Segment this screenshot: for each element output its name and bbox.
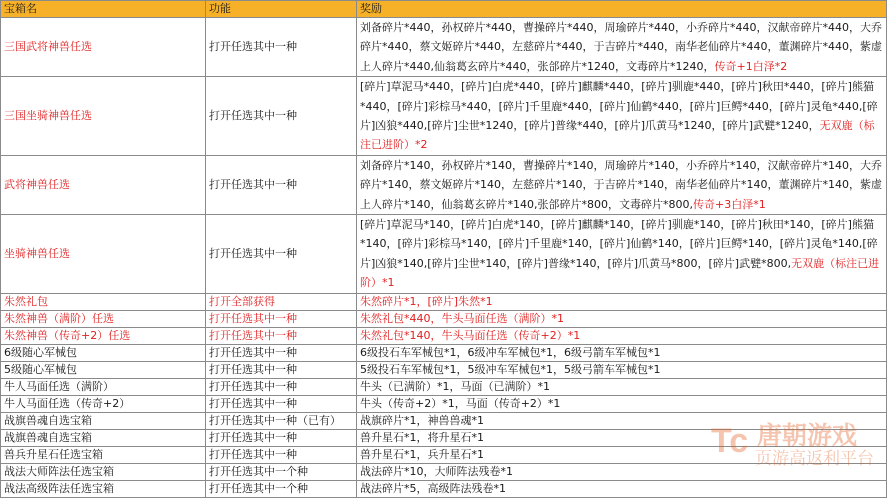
reward-highlight: 传奇+3白泽*1: [692, 197, 766, 211]
reward-text: 牛头（传奇+2）*1，马面（传奇+2）*1: [360, 396, 561, 410]
reward-highlight: 传奇+1白泽*2: [714, 59, 788, 73]
box-name-cell: 兽兵升星石任选宝箱: [1, 446, 206, 463]
header-row: [1, 1, 887, 18]
table-row: [1, 293, 887, 310]
box-name-cell: 战旗兽魂自选宝箱: [1, 429, 206, 446]
reward-text: 兽升星石*1，将升星石*1: [360, 430, 484, 444]
table-row: [1, 77, 887, 156]
reward-text: [碎片]草泥马*140，[碎片]白虎*140，[碎片]麒麟*140，[碎片]驯鹿*140，[碎片]秋田*140，[碎片]熊猫*140，[碎片]彩棕马*140，[碎片]千里鹿*140，[碎片]仙鹤*140，[碎片]巨鳄*140，[碎片]灵龟*140,[碎片]凶狼*140,[碎片]尘世*140，[碎片]普缘*140，[碎片]爪黄马*800，[碎片]武甓*800,: [360, 218, 878, 270]
reward-cell: [357, 480, 887, 497]
header-reward: 奖励: [357, 1, 887, 18]
function-cell: 打开任选其中一种: [206, 344, 357, 361]
reward-text: 刘备碎片*440，孙权碎片*440，曹操碎片*440，周瑜碎片*440，小乔碎片*440，汉献帝碎片*440，大乔碎片*440，蔡文姬碎片*440，左慈碎片*440，于吉碎片*440，南华老仙碎片*440，董渊碎片*440，紫虚上人碎片*440,仙翁葛玄碎片*440，张郃碎片*1240，文毒碎片*1240，: [360, 21, 882, 73]
reward-highlight: 无双鹿（标注已进阶）*1: [360, 256, 880, 290]
reward-cell: [357, 361, 887, 378]
box-name-cell: 武将神兽任选: [1, 155, 206, 214]
box-name-cell: 三国武将神兽任选: [1, 18, 206, 77]
box-name-cell: 5级随心军械包: [1, 361, 206, 378]
reward-text: [碎片]草泥马*440，[碎片]白虎*440，[碎片]麒麟*440，[碎片]驯鹿*440，[碎片]秋田*440，[碎片]熊猫*440，[碎片]彩棕马*440，[碎片]千里鹿*440，[碎片]仙鹤*440，[碎片]巨鳄*440，[碎片]灵龟*440,[碎片]凶狼*440,[碎片]尘世*1240，[碎片]普缘*440，[碎片]爪黄马*1240，[碎片]武甓*1240，: [360, 80, 878, 133]
function-cell: 打开全部获得: [206, 293, 357, 310]
reward-highlight: 朱然礼包*440，牛头马面任选（满阶）*1: [360, 311, 564, 325]
table-row: [1, 344, 887, 361]
function-cell: 打开任选其中一种: [206, 310, 357, 327]
box-name-cell: 战旗兽魂自选宝箱: [1, 412, 206, 429]
reward-cell: [357, 155, 887, 214]
reward-text: 刘备碎片*140，孙权碎片*140，曹操碎片*140，周瑜碎片*140，小乔碎片*140，汉献帝碎片*140，大乔碎片*140，蔡文姬碎片*140，左慈碎片*140，于吉碎片*140，南华老仙碎片*140，董渊碎片*140，紫虚上人碎片*140，仙翁葛玄碎片*140,张郃碎片*800，文毒碎片*800,: [360, 158, 882, 211]
reward-cell: [357, 344, 887, 361]
function-cell: 打开任选其中一种: [206, 429, 357, 446]
box-name-cell: 牛人马面任选（满阶）: [1, 378, 206, 395]
table-row: [1, 395, 887, 412]
table-row: [1, 155, 887, 214]
function-cell: 打开任选其中一种: [206, 361, 357, 378]
function-cell: 打开任选其中一种: [206, 378, 357, 395]
box-name-cell: 朱然神兽（满阶）任选: [1, 310, 206, 327]
function-cell: 打开任选其中一种: [206, 215, 357, 294]
reward-cell: [357, 77, 887, 156]
reward-cell: [357, 446, 887, 463]
table-row: [1, 480, 887, 497]
reward-cell: [357, 18, 887, 77]
table-row: [1, 361, 887, 378]
table-row: [1, 378, 887, 395]
reward-text: 战旗碎片*1，神兽兽魂*1: [360, 413, 484, 427]
table-row: [1, 412, 887, 429]
function-cell: 打开任选其中一个种: [206, 480, 357, 497]
reward-text: 牛头（已满阶）*1，马面（已满阶）*1: [360, 379, 550, 393]
reward-cell: [357, 378, 887, 395]
function-cell: 打开任选其中一种: [206, 327, 357, 344]
function-cell: 打开任选其中一种: [206, 446, 357, 463]
box-name-cell: 朱然神兽（传奇+2）任选: [1, 327, 206, 344]
box-name-cell: 坐骑神兽任选: [1, 215, 206, 294]
table-row: [1, 446, 887, 463]
reward-cell: [357, 327, 887, 344]
reward-cell: [357, 429, 887, 446]
function-cell: 打开任选其中一个种: [206, 463, 357, 480]
watermark-subtitle: 页游高返利平台: [755, 449, 874, 468]
reward-cell: [357, 310, 887, 327]
header-function: 功能: [206, 1, 357, 18]
reward-text: 战法碎片*10，大师阵法残卷*1: [360, 464, 513, 478]
function-cell: 打开任选其中一种: [206, 18, 357, 77]
box-name-cell: 三国坐骑神兽任选: [1, 77, 206, 156]
function-cell: 打开任选其中一种: [206, 155, 357, 214]
reward-text: 战法碎片*5，高级阵法残卷*1: [360, 481, 506, 495]
reward-cell: [357, 412, 887, 429]
table-row: [1, 327, 887, 344]
function-cell: 打开任选其中一种: [206, 395, 357, 412]
table-row: [1, 429, 887, 446]
reward-cell: [357, 463, 887, 480]
table-row: [1, 310, 887, 327]
reward-text: 兽升星石*1，兵升星石*1: [360, 447, 484, 461]
reward-cell: [357, 215, 887, 294]
reward-text: 6级投石车军械包*1，6级冲车军械包*1，6级弓箭车军械包*1: [360, 345, 661, 359]
table-row: [1, 463, 887, 480]
box-name-cell: 朱然礼包: [1, 293, 206, 310]
table-row: [1, 18, 887, 77]
table-row: [1, 215, 887, 294]
watermark-title: 唐朝游戏: [757, 421, 858, 450]
box-name-cell: 牛人马面任选（传奇+2）: [1, 395, 206, 412]
reward-cell: [357, 293, 887, 310]
box-name-cell: 战法高级阵法任选宝箱: [1, 480, 206, 497]
reward-highlight: 朱然碎片*1，[碎片]朱然*1: [360, 294, 493, 308]
reward-highlight: 无双鹿（标注已进阶）*2: [360, 119, 875, 152]
function-cell: 打开任选其中一种（已有）: [206, 412, 357, 429]
box-name-cell: 6级随心军械包: [1, 344, 206, 361]
watermark-logo-mark: Tc: [711, 422, 749, 460]
reward-highlight: 朱然礼包*140，牛头马面任选（传奇+2）*1: [360, 328, 581, 342]
box-name-cell: 战法大师阵法任选宝箱: [1, 463, 206, 480]
header-box-name: 宝箱名: [1, 1, 206, 18]
reward-text: 5级投石车军械包*1，5级冲车军械包*1，5级弓箭车军械包*1: [360, 362, 661, 376]
reward-cell: [357, 395, 887, 412]
function-cell: 打开任选其中一种: [206, 77, 357, 156]
